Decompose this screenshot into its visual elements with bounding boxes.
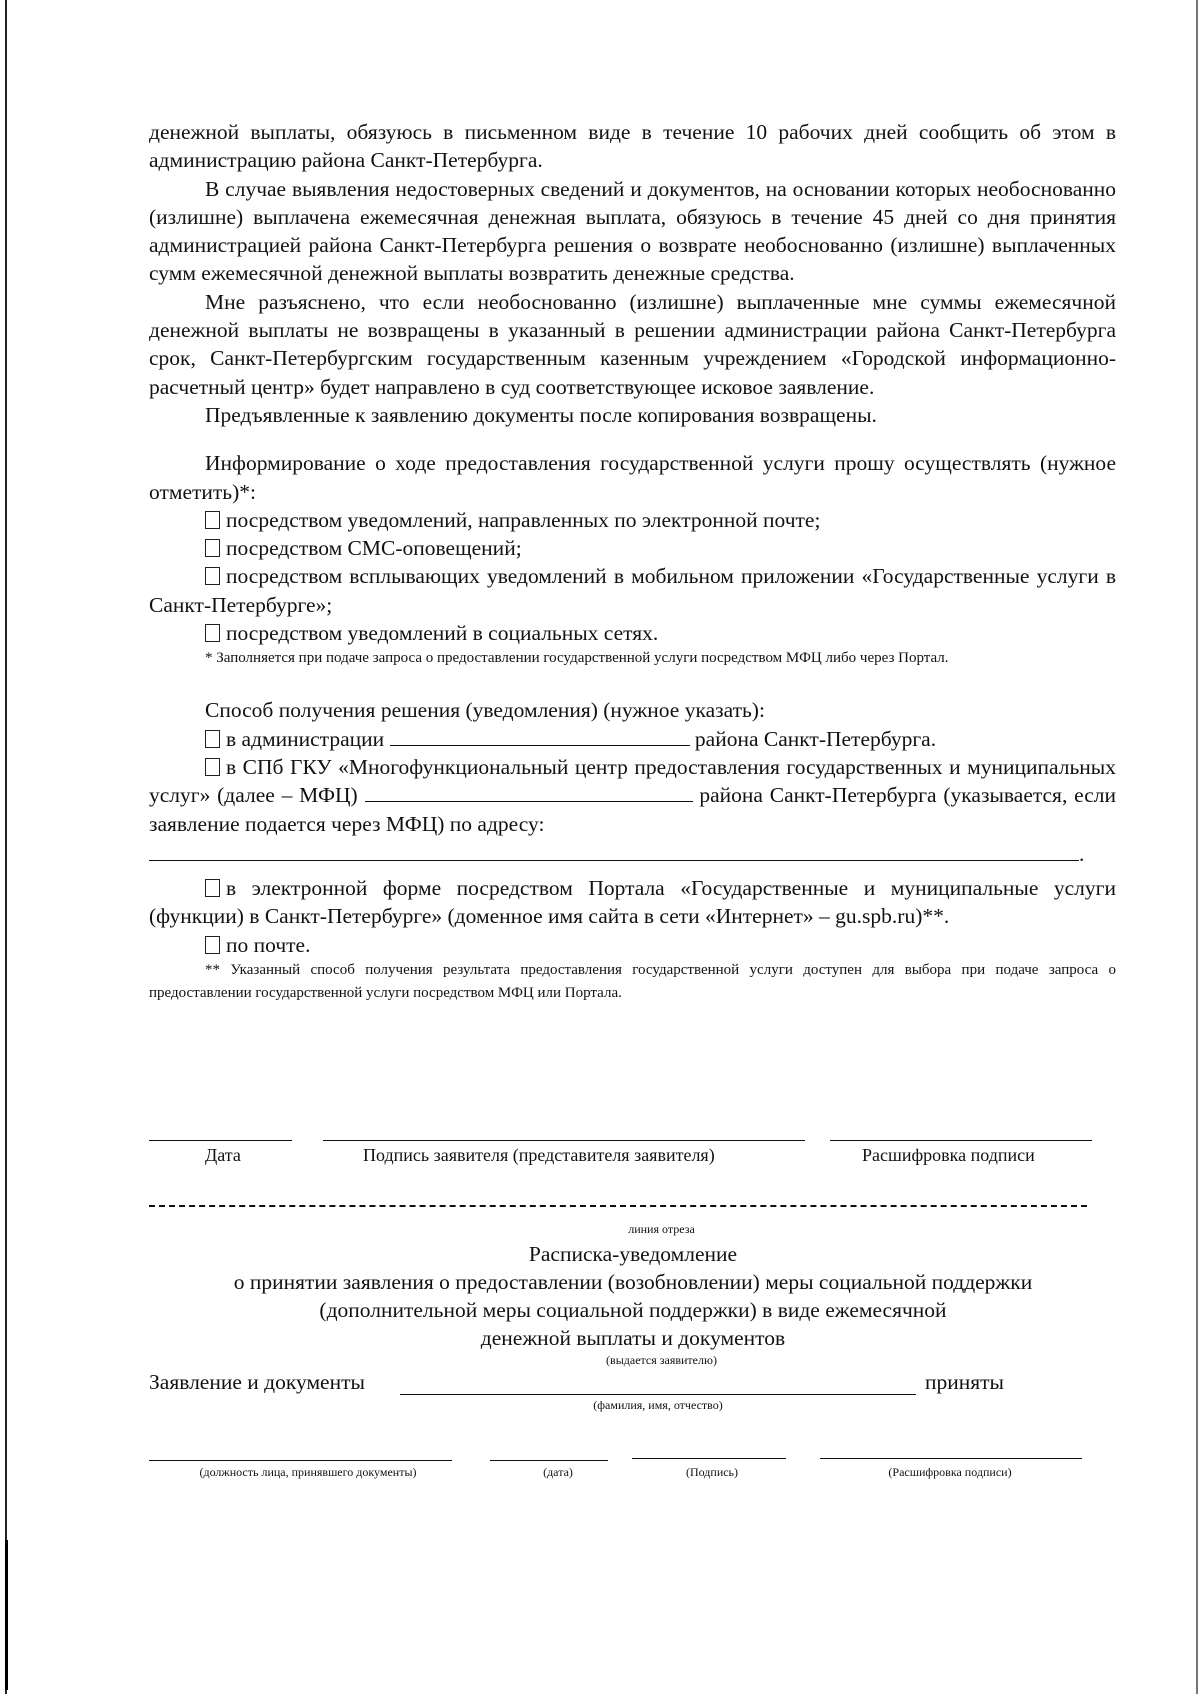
scan-edge-left [5, 0, 7, 1694]
receipt-title-line1: Расписка-уведомление [528, 1242, 738, 1266]
receipt-title-line2: о принятии заявления о предоставлении (возобновлении) меры социальной поддержки [233, 1270, 1033, 1294]
informing-option-app: посредством всплывающих уведомлений в мобильном приложении «Государственные услуги в Санкт-Петербурге»; [149, 564, 1116, 617]
receipt-option-administration: в администрации района Санкт-Петербурга. [149, 725, 1116, 753]
signature-label: Подпись заявителя (представителя заявителя) [363, 1145, 715, 1165]
applicant-name-line[interactable] [400, 1394, 916, 1395]
signature-line[interactable] [323, 1140, 805, 1141]
receipt-title [149, 1240, 1117, 1352]
position-caption: (должность лица, принявшего документы) [199, 1465, 417, 1479]
checkbox-portal[interactable] [205, 879, 220, 897]
cut-line-label: линия отреза [628, 1222, 695, 1236]
receipt-option-portal: в электронной форме посредством Портала «Государственные и муниципальные услуги (функции) в Санкт-Петербурге» (доменное имя сайта в сети «Интернет» – gu.spb.ru)**. [149, 876, 1116, 929]
checkbox-sms[interactable] [205, 539, 220, 557]
scan-edge-right [1196, 0, 1198, 1694]
decoding-line[interactable] [830, 1140, 1092, 1141]
scan-edge-left-mark [5, 1540, 8, 1690]
receipt-signature-caption: (Подпись) [685, 1465, 739, 1479]
date-line[interactable] [149, 1140, 292, 1141]
fio-caption: (фамилия, имя, отчество) [593, 1398, 723, 1412]
receipt-date-line[interactable] [490, 1460, 608, 1461]
checkbox-administration[interactable] [205, 730, 220, 748]
informing-footnote: * Заполняется при подаче запроса о предоставлении государственной услуги посредством МФЦ либо через Портал. [205, 650, 949, 667]
paragraph-obligation-notify: денежной выплаты, обязуюсь в письменном виде в течение 10 рабочих дней сообщить об этом в администрацию района Санкт-Петербурга. [149, 120, 1116, 173]
paragraph-obligation-refund: В случае выявления недостоверных сведений и документов, на основании которых необоснованно (излишне) выплачена ежемесячная денежная выплата, обязуюсь в течение 45 дней со дня принятия администрацией района Санкт-Петербурга решения о возврате необоснованно (излишне) выплаченных сумм ежемесячной денежной выплаты возвратить денежные средства. [149, 176, 1116, 286]
informing-heading: Информирование о ходе предоставления государственной услуги прошу осуществлять (нужное отметить)*: [149, 451, 1116, 504]
receipt-method-footnote: ** Указанный способ получения результата предоставления государственной услуги доступен для выбора при подаче запроса о предоставлении государственной услуги посредством МФЦ или Портала. [149, 962, 1116, 1002]
informing-option-social: посредством уведомлений в социальных сетях. [149, 619, 1116, 647]
checkbox-mfc[interactable] [205, 758, 220, 776]
receipt-date-caption: (дата) [543, 1465, 573, 1479]
receipt-option-mfc: в СПб ГКУ «Многофункциональный центр предоставления государственных и муниципальных услуг» (далее – МФЦ) района Санкт-Петербурга (указывается, если заявление подается через МФЦ) по адресу: [149, 754, 1116, 836]
mfc-district-field[interactable] [365, 783, 693, 802]
checkbox-email[interactable] [205, 511, 220, 529]
position-line[interactable] [149, 1460, 452, 1461]
receipt-title-line3: (дополнительной меры социальной поддержки) в виде ежемесячной [319, 1298, 947, 1322]
cut-line [149, 1205, 1087, 1207]
receipt-decoding-line[interactable] [820, 1458, 1082, 1459]
date-label: Дата [205, 1145, 241, 1165]
receipt-signature-line[interactable] [632, 1458, 786, 1459]
receipt-note: (выдается заявителю) [606, 1353, 717, 1367]
paragraph-court-warning: Мне разъяснено, что если необоснованно (излишне) выплаченные мне суммы ежемесячной денежной выплаты не возвращены в указанный в решении администрации района Санкт-Петербурга срок, Санкт-Петербургским государственным казенным учреждением «Городской информационно-расчетный центр» будет направлено в суд соответствующее исковое заявление. [149, 289, 1116, 399]
accepted-label: Заявление и документы [149, 1370, 365, 1394]
accepted-suffix: приняты [925, 1370, 1004, 1394]
checkbox-post[interactable] [205, 936, 220, 954]
paragraph-documents-returned: Предъявленные к заявлению документы после копирования возвращены. [205, 402, 877, 427]
mfc-address-line: . [149, 840, 1116, 868]
checkbox-social[interactable] [205, 624, 220, 642]
decoding-label: Расшифровка подписи [862, 1145, 1035, 1165]
receipt-decoding-caption: (Расшифровка подписи) [888, 1465, 1012, 1479]
mfc-address-field[interactable] [149, 842, 1079, 861]
informing-option-sms: посредством СМС-оповещений; [149, 534, 1116, 562]
informing-option-email: посредством уведомлений, направленных по электронной почте; [149, 506, 1116, 534]
receipt-title-line4: денежной выплаты и документов [480, 1326, 786, 1350]
document-page [149, 118, 1116, 1005]
district-field[interactable] [390, 727, 690, 746]
receipt-option-post: по почте. [149, 931, 1116, 959]
checkbox-app[interactable] [205, 567, 220, 585]
receipt-method-heading: Способ получения решения (уведомления) (нужное указать): [205, 698, 765, 723]
